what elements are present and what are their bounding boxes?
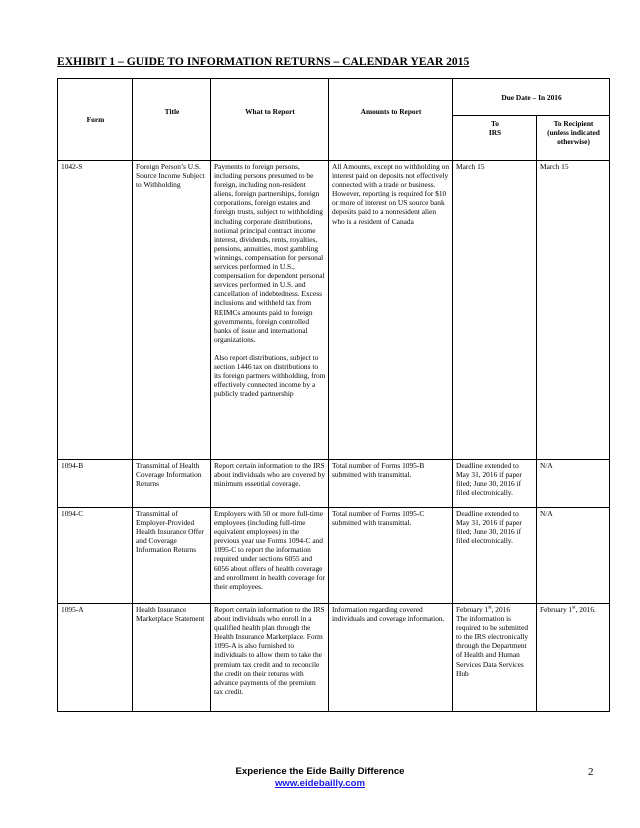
header-to-irs-line1: To <box>491 119 499 128</box>
due-irs-cell: March 15 <box>453 161 537 460</box>
what-cell: Employers with 50 or more full-time employees (including full-time equivalent employees) in the previous year use Forms 1094-C and 1095-C to report the information required under sections 6055 and 6056 about offers of health coverage and enrollment in health coverage for their employees. <box>211 508 329 604</box>
what-cell: Report certain information to the IRS about individuals who enroll in a qualified health plan through the Health Insurance Marketplace. Form 1095-A is also furnished to individuals to allow them to take the premium tax credit and to reconcile the credit on their returns with advance payments of the premium tax credit. <box>211 604 329 712</box>
page-title: EXHIBIT 1 – GUIDE TO INFORMATION RETURNS – CALENDAR YEAR 2015 <box>57 55 470 68</box>
what-text-additional: Also report distributions, subject to section 1446 tax on distributions to its foreign partners withholding, from effectively connected income by a publicly traded partnership <box>214 352 326 399</box>
header-what-to-report: What to Report <box>211 79 329 161</box>
amounts-cell: Information regarding covered individuals and coverage information. <box>329 604 453 712</box>
due-recipient-cell: February 1st, 2016. <box>537 604 610 712</box>
due-recipient-cell: N/A <box>537 508 610 604</box>
due-irs-date: February 1st, 2016 <box>456 605 511 614</box>
header-to-irs-line2: IRS <box>488 128 502 138</box>
amounts-cell: Total number of Forms 1095-B submitted with transmittal. <box>329 460 453 508</box>
page-number: 2 <box>588 766 594 778</box>
table-row <box>58 508 610 604</box>
title-cell: Transmittal of Health Coverage Information Returns <box>133 460 211 508</box>
what-text: Payments to foreign persons, including persons presumed to be foreign, including non-resident aliens, foreign partnerships, foreign corporations, foreign estates and foreign trusts, subject to withholding including corporate distributions, notional principal contract income interest, dividends, rents, royalties, pensions, annuities, most gambling winnings, compensation for personal services performed in U.S., compensation for dependent personal services performed in U.S. and cancellation of indebtedness. Excess inclusions and withheld tax from REIMCs amounts paid to foreign governments, foreign controlled banks of issue and international organizations. <box>214 162 325 344</box>
page-footer <box>0 766 640 789</box>
what-cell: Report certain information to the IRS about individuals who are covered by minimum essential coverage. <box>211 460 329 508</box>
table-row <box>58 460 610 508</box>
what-cell <box>211 161 329 460</box>
header-row <box>58 79 610 116</box>
header-title: Title <box>133 79 211 161</box>
title-cell: Health Insurance Marketplace Statement <box>133 604 211 712</box>
title-cell: Transmittal of Employer-Provided Health Insurance Offer and Coverage Information Returns <box>133 508 211 604</box>
form-cell: 1042-S <box>58 161 133 460</box>
header-due-date: Due Date – In 2016 <box>453 79 610 116</box>
header-to-recipient-line3: otherwise) <box>557 137 590 147</box>
due-irs-cell <box>453 604 537 712</box>
header-amounts-to-report: Amounts to Report <box>329 79 453 161</box>
header-form: Form <box>58 79 133 161</box>
footer-tagline: Experience the Eide Bailly Difference <box>235 766 405 777</box>
header-to-recipient-line1: To Recipient <box>553 119 594 128</box>
form-cell: 1095-A <box>58 604 133 712</box>
form-cell: 1094-C <box>58 508 133 604</box>
due-irs-cell: Deadline extended to May 31, 2016 if paper filed; June 30, 2016 if filed electronically. <box>453 460 537 508</box>
amounts-cell: Total number of Forms 1095-C submitted with transmittal. <box>329 508 453 604</box>
header-to-irs <box>453 116 537 161</box>
title-cell: Foreign Person’s U.S. Source Income Subject to Withholding <box>133 161 211 460</box>
footer-website-link[interactable]: www.eidebailly.com <box>274 778 366 789</box>
header-to-recipient <box>537 116 610 161</box>
amounts-cell: All Amounts, except no withholding on interest paid on deposits not effectively connected with a trade or business. However, reporting is required for $10 or more of interest on US source bank deposits paid to a nonresident alien who is a resident of Canada <box>329 161 453 460</box>
due-recipient-cell: March 15 <box>537 161 610 460</box>
due-irs-note: The information is required to be submitted to the IRS electronically through the Department of Health and Human Services Data Services Hub <box>456 614 529 678</box>
due-recipient-cell: N/A <box>537 460 610 508</box>
table-row <box>58 604 610 712</box>
table-row <box>58 161 610 460</box>
form-cell: 1094-B <box>58 460 133 508</box>
information-returns-table <box>57 78 610 712</box>
header-to-recipient-line2: (unless indicated <box>547 128 600 138</box>
due-irs-cell: Deadline extended to May 31, 2016 if paper filed; June 30, 2016 if filed electronically. <box>453 508 537 604</box>
